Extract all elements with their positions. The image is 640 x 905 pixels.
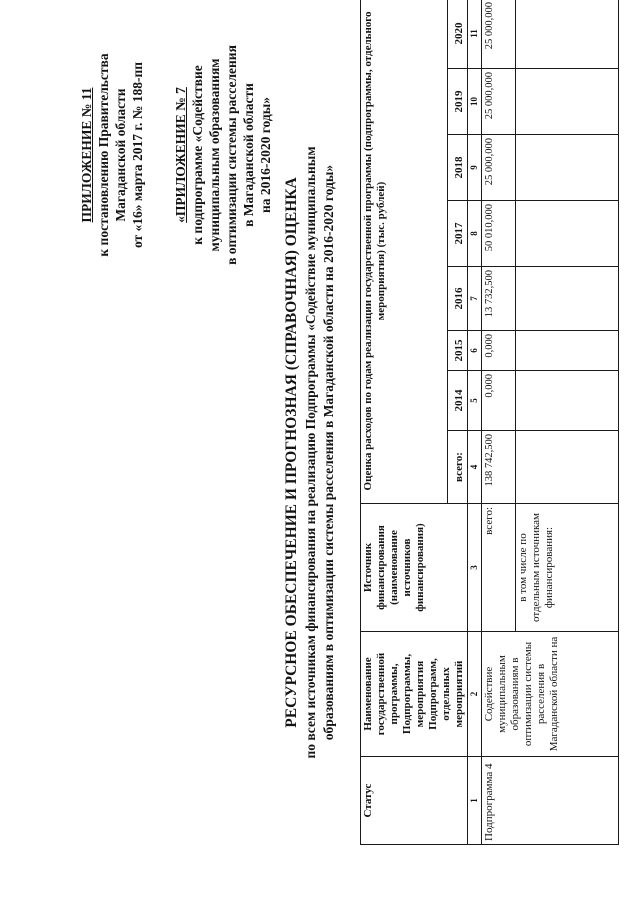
appendix-11-line-3: от «16» марта 2017 г. № 188-пп	[130, 61, 145, 249]
row-status: Подпрограмма 4	[482, 757, 619, 845]
value-2020: 25 000,000	[482, 0, 516, 69]
header-status: Статус	[361, 757, 468, 845]
index-cell: 6	[468, 331, 482, 371]
appendix-7-line-4: в Магаданской области	[241, 83, 256, 227]
index-cell: 4	[468, 431, 482, 504]
appendix-11-title: ПРИЛОЖЕНИЕ № 11	[79, 87, 94, 223]
value-2014: 0,000	[482, 371, 516, 431]
title-main: РЕСУРСНОЕ ОБЕСПЕЧЕНИЕ И ПРОГНОЗНАЯ (СПРАВОЧНАЯ) ОЦЕНКА	[283, 177, 300, 728]
table-row-total	[482, 0, 516, 845]
empty-cell	[516, 331, 619, 371]
appendix-7-block	[172, 20, 274, 290]
appendix-11-block	[78, 20, 146, 290]
empty-cell	[516, 135, 619, 201]
header-row-1	[361, 0, 448, 845]
value-2017: 50 010,000	[482, 201, 516, 267]
value-2019: 25 000,000	[482, 69, 516, 135]
empty-cell	[516, 201, 619, 267]
index-cell: 11	[468, 0, 482, 69]
year-2018: 2018	[448, 135, 468, 201]
appendix-7-title: «ПРИЛОЖЕНИЕ № 7	[173, 87, 188, 223]
empty-cell	[516, 371, 619, 431]
row-source-incl: в том числе по отдельным источникам финансирования:	[516, 504, 619, 632]
index-cell: 3	[468, 504, 482, 632]
appendix-11-line-1: к постановлению Правительства	[96, 53, 111, 257]
resource-table	[360, 0, 619, 845]
index-cell: 2	[468, 632, 482, 757]
appendix-7-line-1: к подпрограмме «Содействие	[190, 65, 205, 245]
value-total: 138 742,500	[482, 431, 516, 504]
year-2016: 2016	[448, 267, 468, 331]
empty-cell	[516, 0, 619, 69]
index-cell: 7	[468, 267, 482, 331]
row-source-total: всего:	[482, 504, 516, 632]
appendix-11-line-2: Магаданской области	[113, 88, 128, 222]
header-total: всего:	[448, 431, 468, 504]
year-2014: 2014	[448, 371, 468, 431]
appendix-7-line-2: муниципальным образованиям	[207, 58, 222, 252]
index-cell: 9	[468, 135, 482, 201]
title-sub-2: образованиям в оптимизации системы расселения в Магаданской области на 2016-2020 годы»	[321, 164, 336, 741]
document-title	[282, 0, 338, 905]
index-cell: 10	[468, 69, 482, 135]
appendix-7-line-3: в оптимизации системы расселения	[224, 45, 239, 265]
year-2017: 2017	[448, 201, 468, 267]
index-row	[468, 0, 482, 845]
empty-cell	[516, 69, 619, 135]
header-source: Источник финансирования (наименование источников финансирования)	[361, 504, 468, 632]
year-2019: 2019	[448, 69, 468, 135]
row-name: Содействие муниципальным образованиям в оптимизации системы расселения в Магаданской области на	[482, 632, 619, 757]
index-cell: 5	[468, 371, 482, 431]
title-sub-1: по всем источникам финансирования на реализацию Подпрограммы «Содействие муниципальным	[303, 146, 318, 759]
year-2020: 2020	[448, 0, 468, 69]
empty-cell	[516, 267, 619, 331]
index-cell: 8	[468, 201, 482, 267]
appendix-7-line-5: на 2016-2020 годы»	[258, 96, 273, 214]
header-name: Наименование государственной программы, Подпрограммы, мероприятия Подпрограмм, отдельных мероприятий	[361, 632, 468, 757]
value-2016: 13 732,500	[482, 267, 516, 331]
header-estimate: Оценка расходов по годам реализации государственной программы (подпрограммы, отдельного мероприятия) (тыс. рублей)	[361, 0, 448, 504]
index-cell: 1	[468, 757, 482, 845]
value-2015: 0,000	[482, 331, 516, 371]
value-2018: 25 000,000	[482, 135, 516, 201]
empty-cell	[516, 431, 619, 504]
year-2015: 2015	[448, 331, 468, 371]
